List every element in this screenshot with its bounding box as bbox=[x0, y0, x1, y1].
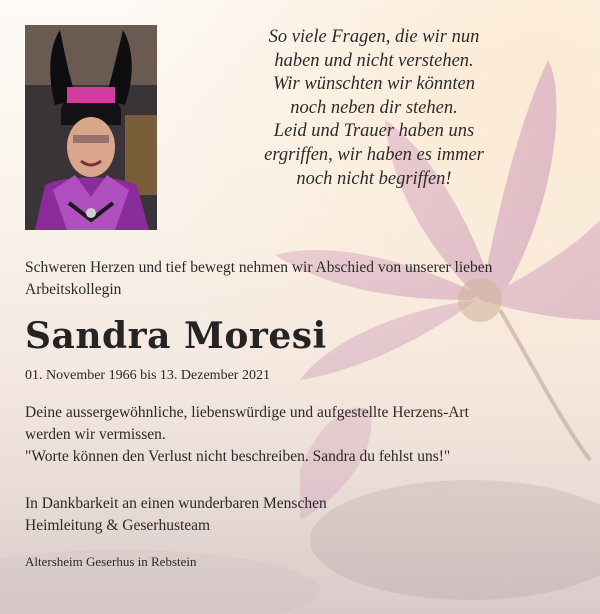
poem-line: noch neben dir stehen. bbox=[290, 97, 458, 118]
poem-line: ergriffen, wir haben es immer bbox=[264, 144, 484, 165]
portrait-image bbox=[25, 25, 157, 230]
portrait-photo bbox=[25, 25, 157, 230]
poem-line: haben und nicht verstehen. bbox=[274, 50, 474, 71]
gratitude-line: Heimleitung & Geserhusteam bbox=[25, 517, 211, 534]
message-line: "Worte können den Verlust nicht beschreiben. Sandra du fehlst uns!" bbox=[25, 448, 451, 465]
tribute-message bbox=[25, 402, 580, 468]
poem-line: Leid und Trauer haben uns bbox=[273, 121, 475, 142]
memorial-poem bbox=[235, 26, 513, 191]
life-dates: 01. November 1966 bis 13. Dezember 2021 bbox=[25, 368, 270, 383]
deceased-name: Sandra Moresi bbox=[25, 315, 327, 357]
message-line: werden wir vermissen. bbox=[25, 426, 166, 443]
poem-line: Wir wünschten wir könnten bbox=[273, 74, 475, 95]
message-line: Deine aussergewöhnliche, liebenswürdige und aufgestellte Herzens-Art bbox=[25, 404, 469, 421]
poem-line: noch nicht begriffen! bbox=[296, 168, 452, 189]
gratitude-line: In Dankbarkeit an einen wunderbaren Menschen bbox=[25, 495, 327, 512]
gratitude-signature bbox=[25, 493, 327, 537]
poem-line: So viele Fragen, die wir nun bbox=[268, 27, 480, 47]
intro-text: Schweren Herzen und tief bewegt nehmen wir Abschied von unserer lieben Arbeitskollegin bbox=[25, 259, 493, 298]
organization-footer: Altersheim Geserhus in Rebstein bbox=[25, 554, 197, 569]
